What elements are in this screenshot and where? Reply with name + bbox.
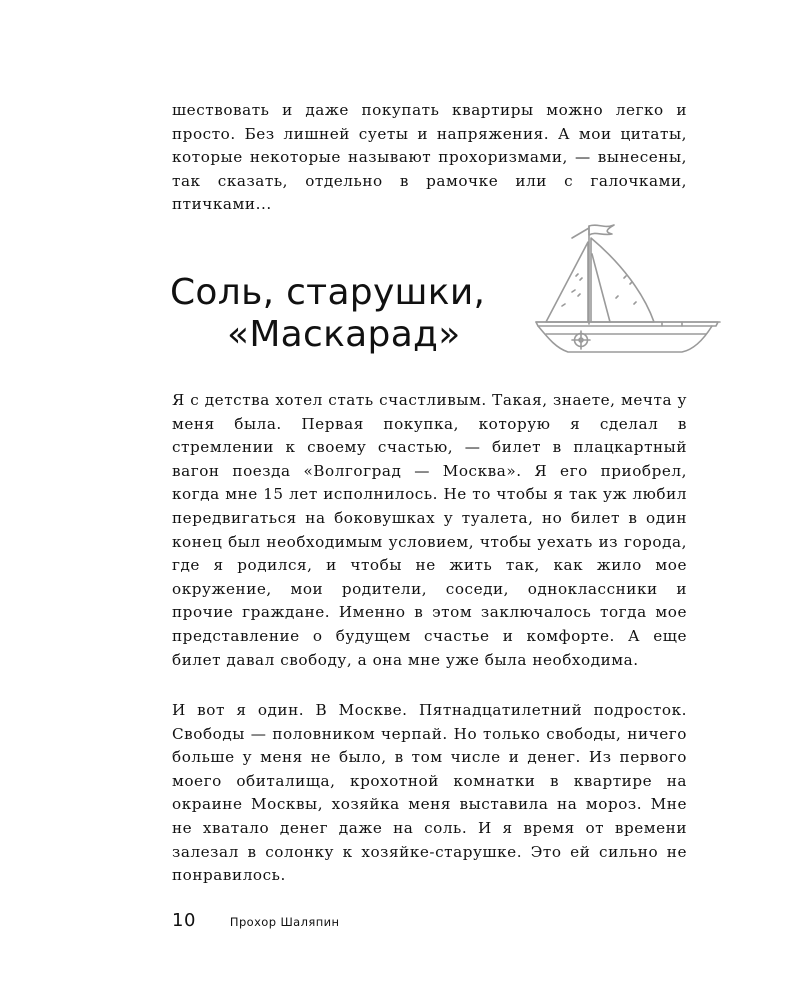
chapter-heading-line1: Соль, старушки, (170, 272, 486, 313)
running-author: Прохор Шаляпин (229, 915, 340, 929)
page-number: 10 (172, 910, 196, 931)
chapter-heading (170, 272, 485, 356)
page-footer (172, 910, 339, 936)
intro-paragraph: шествовать и даже покупать квартиры можно легко и просто. Без лишней суеты и напряжения. А мои цитаты, которые некоторые называют прохоризмами, — вынесены, так сказать, отдельно в рамочке или с галочками, птичками... (172, 101, 687, 214)
sailboat-icon (532, 218, 722, 358)
body-paragraph-2: И вот я один. В Москве. Пятнадцатилетний подросток. Свободы — половником черпай. Но только свободы, ничего больше у меня не было, в том числе и денег. Из первого моего обиталища, крохотной комнатки в квартире на окраине Москвы, хозяйка меня выставила на мороз. Мне не хватало денег даже на соль. И я время от времени залезал в солонку к хозяйке-старушке. Это ей сильно не понравилось. (172, 701, 687, 885)
body-paragraph-1: Я с детства хотел стать счастливым. Такая, знаете, мечта у меня была. Первая покупка, которую я сделал в стремлении к своему счастью, — билет в плацкартный вагон поезда «Волгоград — Москва». Я его приобрел, когда мне 15 лет исполнилось. Не то чтобы я так уж любил передвигаться на боковушках у туалета, но билет в один конец был необходимым условием, чтобы уехать из города, где я родился, и чтобы не жить так, как жило мое окружение, мои родители, соседи, одноклассники и прочие граждане. Именно в этом заключалось тогда мое представление о будущем счастье и комфорте. А еще билет давал свободу, а она мне уже была необходима. (172, 391, 687, 669)
chapter-heading-line2: «Маскарад» (227, 314, 461, 355)
